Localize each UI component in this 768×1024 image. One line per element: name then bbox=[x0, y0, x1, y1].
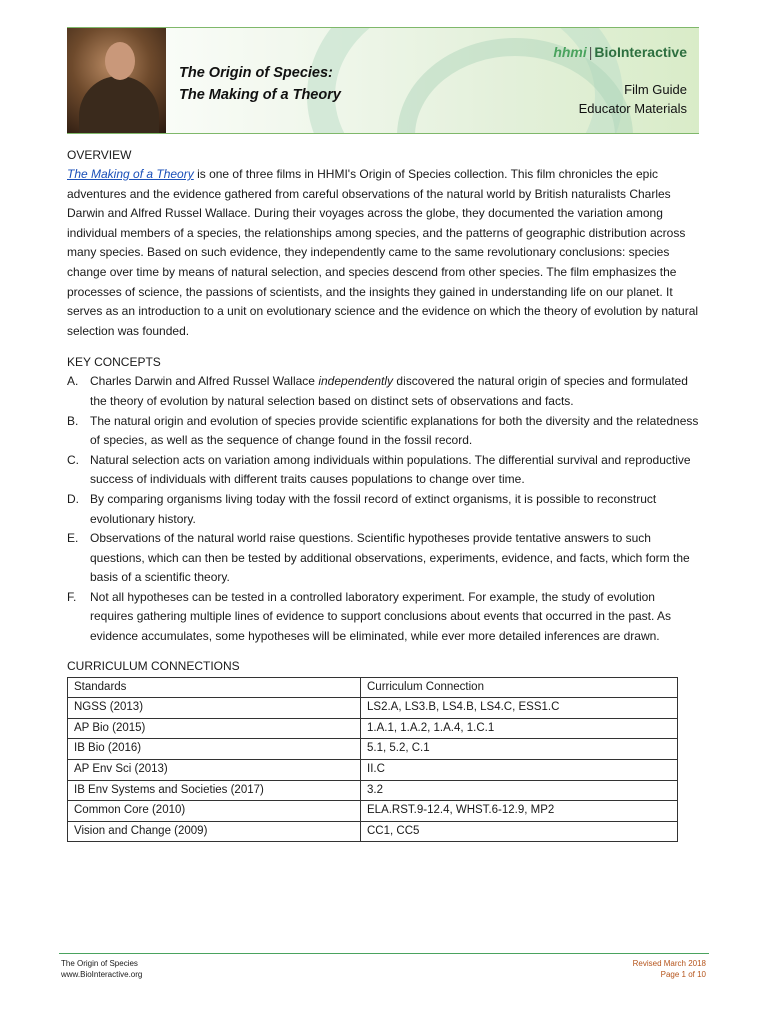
overview-heading: OVERVIEW bbox=[67, 148, 132, 162]
footer-right bbox=[633, 958, 706, 980]
concept-letter: F. bbox=[67, 589, 77, 604]
connection-cell: 1.A.1, 1.A.2, 1.A.4, 1.C.1 bbox=[361, 718, 678, 739]
table-row bbox=[68, 698, 678, 719]
table-row bbox=[68, 780, 678, 801]
page-number: Page 1 of 10 bbox=[660, 970, 706, 979]
table-row bbox=[68, 821, 678, 842]
connection-cell: II.C bbox=[361, 760, 678, 781]
main-content bbox=[67, 146, 700, 842]
standard-cell: AP Env Sci (2013) bbox=[68, 760, 361, 781]
concept-item: B. The natural origin and evolution of species provide scientific explanations for both the diversity and the relatedness of species, as well as the sequence of change found in the fossil record. bbox=[67, 413, 699, 448]
header-banner bbox=[67, 27, 699, 134]
concept-item: A. Charles Darwin and Alfred Russel Wallace independently discovered the natural origin of species and formulated the theory of evolution by natural selection based on distinct sets of observations and facts. bbox=[67, 374, 688, 408]
document-type bbox=[579, 80, 687, 118]
film-title-line2: The Making of a Theory bbox=[179, 87, 341, 103]
connection-cell: 5.1, 5.2, C.1 bbox=[361, 739, 678, 760]
standard-cell: IB Env Systems and Societies (2017) bbox=[68, 780, 361, 801]
connection-cell: 3.2 bbox=[361, 780, 678, 801]
table-row bbox=[68, 760, 678, 781]
concept-letter: A. bbox=[67, 374, 79, 389]
column-header-connection: Curriculum Connection bbox=[361, 677, 678, 698]
concept-item: C. Natural selection acts on variation among individuals within populations. The differential survival and reproductive success of individuals with different traits causes populations to change over time. bbox=[67, 452, 691, 487]
standard-cell: IB Bio (2016) bbox=[68, 739, 361, 760]
column-header-standards: Standards bbox=[68, 677, 361, 698]
standard-cell: Common Core (2010) bbox=[68, 801, 361, 822]
concept-letter: D. bbox=[67, 491, 79, 506]
footer-left bbox=[61, 958, 142, 980]
table-header-row bbox=[68, 677, 678, 698]
emphasis: independently bbox=[318, 374, 394, 389]
standard-cell: NGSS (2013) bbox=[68, 698, 361, 719]
table-row bbox=[68, 739, 678, 760]
concept-item: D. By comparing organisms living today with the fossil record of extinct organisms, it is possible to reconstruct evolutionary history. bbox=[67, 491, 657, 526]
doc-type-label: Film Guide bbox=[624, 82, 687, 97]
curriculum-heading: CURRICULUM CONNECTIONS bbox=[67, 658, 240, 673]
film-still-photo bbox=[67, 28, 166, 133]
connection-cell: ELA.RST.9-12.4, WHST.6-12.9, MP2 bbox=[361, 801, 678, 822]
table-row bbox=[68, 801, 678, 822]
concept-letter: B. bbox=[67, 413, 79, 428]
key-concepts-list bbox=[67, 372, 700, 646]
hhmi-biointeractive-logo: hhmi | BioInteractive bbox=[553, 44, 687, 60]
film-title bbox=[179, 62, 341, 106]
revision-date: Revised March 2018 bbox=[632, 959, 706, 968]
key-concepts-heading: KEY CONCEPTS bbox=[67, 355, 161, 370]
film-link[interactable]: The Making of a Theory bbox=[67, 167, 194, 181]
footer-divider bbox=[59, 953, 709, 954]
curriculum-table bbox=[67, 677, 678, 843]
overview-paragraph bbox=[67, 165, 700, 341]
connection-cell: CC1, CC5 bbox=[361, 821, 678, 842]
connection-cell: LS2.A, LS3.B, LS4.B, LS4.C, ESS1.C bbox=[361, 698, 678, 719]
brand-name: BioInteractive bbox=[594, 44, 687, 60]
brand-prefix: hhmi bbox=[553, 44, 587, 60]
audience-label: Educator Materials bbox=[578, 101, 687, 116]
concept-item: F. Not all hypotheses can be tested in a controlled laboratory experiment. For example, the study of evolution requires gathering multiple lines of evidence to support conclusions about events that occurred in the past. As evidence accumulates, some hypotheses will be eliminated, while ever more detailed inferences are drawn. bbox=[67, 589, 672, 644]
standard-cell: Vision and Change (2009) bbox=[68, 821, 361, 842]
concept-item: E. Observations of the natural world raise questions. Scientific hypotheses provide tentative answers to such questions, which can then be tested by additional observations, experiments, evidence, and facts, which form the basis of a scientific theory. bbox=[67, 531, 690, 585]
concept-letter: C. bbox=[67, 452, 79, 467]
table-row bbox=[68, 718, 678, 739]
standard-cell: AP Bio (2015) bbox=[68, 718, 361, 739]
concept-letter: E. bbox=[67, 531, 79, 546]
overview-text: is one of three films in HHMI's Origin of Species collection. This film chronicles the epic adventures and the evidence gathered from careful observations of the natural world by British naturalists Charles Darwin and Alfred Russel Wallace. During their voyages across the globe, they documented the variation among individual members of a species, the relationships among species, and the patterns of geographic distribution across many species. Based on such evidence, they independently came to the same revolutionary conclusions: species change over time by means of natural selection, and species descend from other species. The film emphasizes the processes of science, the passions of scientists, and the insights they gained in understanding life on our planet. It serves as an introduction to a unit on evolutionary science and the evidence on which the theory of evolution by natural selection was founded. bbox=[67, 167, 699, 338]
film-title-line1: The Origin of Species: bbox=[179, 65, 333, 81]
footer-collection: The Origin of Species bbox=[61, 959, 138, 968]
footer-website-link[interactable]: www.BioInteractive.org bbox=[61, 970, 143, 979]
